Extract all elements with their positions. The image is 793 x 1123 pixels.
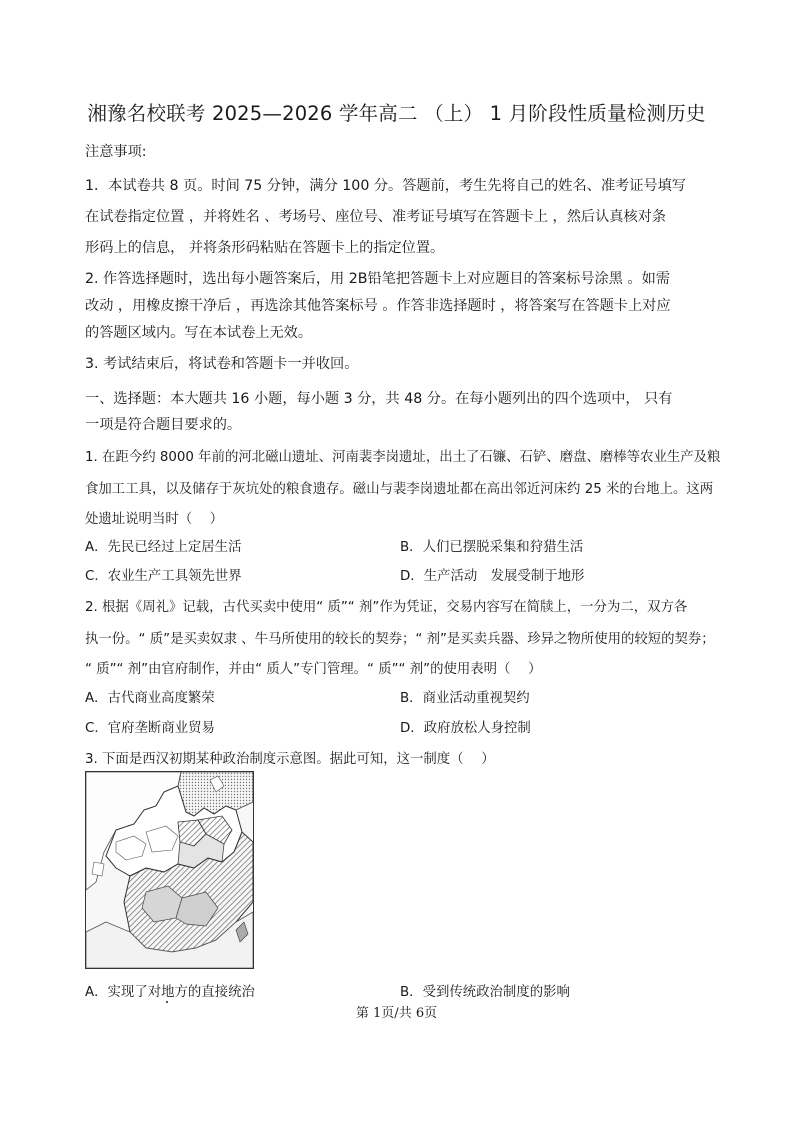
- question-1-option-b: B．人们已摆脱采集和狩猎生活: [400, 540, 584, 555]
- notice-line: 形码上的信息， 并将条形码粘贴在答题卡上的指定位置。: [85, 240, 445, 256]
- notice-heading: 注意事项:: [85, 144, 147, 160]
- notice-line: 在试卷指定位置 ，并将姓名 、考场号、座位号、准考证号填写在答题卡上 ，然后认真核对条: [85, 209, 667, 225]
- question-3-option-a: A．实现了对地方的直接统治: [85, 985, 255, 1000]
- notice-line: 改动 ，用橡皮擦干净后 ，再选涂其他答案标号 。作答非选择题时 ，将答案写在答题卡上对应: [85, 298, 671, 314]
- question-1-option-a: A．先民已经过上定居生活: [85, 540, 242, 555]
- page-footer: 第 1页/共 6页: [355, 1006, 438, 1021]
- question-2-option-b: B．商业活动重视契约: [400, 691, 530, 706]
- question-1-option-c: C．农业生产工具领先世界: [85, 569, 242, 584]
- question-1-stem: 食加工工具，以及储存于灰坑处的粮食遗存。磁山与裴李岗遗址都在高出邻近河床约 25 米的台地上。这两: [85, 482, 714, 497]
- notice-line: 2. 作答选择题时，选出每小题答案后，用 2B铅笔把答题卡上对应题目的答案标号涂黑 。如需: [85, 271, 670, 287]
- section-heading: 一、选择题：本大题共 16 小题，每小题 3 分，共 48 分。在每小题列出的四个选项中， 只有: [85, 391, 673, 407]
- section-heading: 一项是符合题目要求的。: [85, 417, 242, 433]
- question-2-option-c: C．官府垄断商业贸易: [85, 721, 215, 736]
- page-title: 湘豫名校联考 2025—2026 学年高二 （上） 1 月阶段性质量检测历史: [87, 102, 706, 125]
- question-3-option-b: B．受到传统政治制度的影响: [400, 985, 570, 1000]
- question-2-stem: 执一份。“ 质”是买卖奴隶 、牛马所使用的较长的契券；“ 剂”是买卖兵器、珍异之物所使用的较短的契券；: [85, 632, 715, 647]
- notice-line: 1．本试卷共 8 页。时间 75 分钟，满分 100 分。答题前，考生先将自己的姓名、准考证号填写: [85, 178, 686, 194]
- question-1-stem: 处遗址说明当时（ ）: [85, 512, 224, 527]
- western-han-map-figure: [85, 771, 254, 969]
- question-2-stem: “ 质”“ 剂”由官府制作，并由“ 质人”专门管理。“ 质”“ 剂”的使用表明（ ）: [85, 662, 542, 677]
- question-3-stem: 3. 下面是西汉初期某种政治制度示意图。据此可知，这一制度（ ）: [85, 752, 495, 767]
- notice-line: 的答题区域内。写在本试卷上无效。: [85, 325, 313, 341]
- question-2-option-a: A．古代商业高度繁荣: [85, 691, 215, 706]
- question-2-option-d: D．政府放松人身控制: [400, 721, 531, 736]
- question-1-option-d: D．生产活动 发展受制于地形: [400, 569, 585, 584]
- question-2-stem: 2. 根据《周礼》记载，古代买卖中使用“ 质”“ 剂”作为凭证，交易内容写在简牍上，一分为二，双方各: [85, 600, 688, 615]
- map-illustration: [86, 772, 253, 968]
- notice-line: 3. 考试结束后，将试卷和答题卡一并收回。: [85, 356, 359, 372]
- question-1-stem: 1. 在距今约 8000 年前的河北磁山遗址、河南裴李岗遗址，出土了石镰、石铲、磨盘、磨棒等农业生产及粮: [85, 450, 721, 465]
